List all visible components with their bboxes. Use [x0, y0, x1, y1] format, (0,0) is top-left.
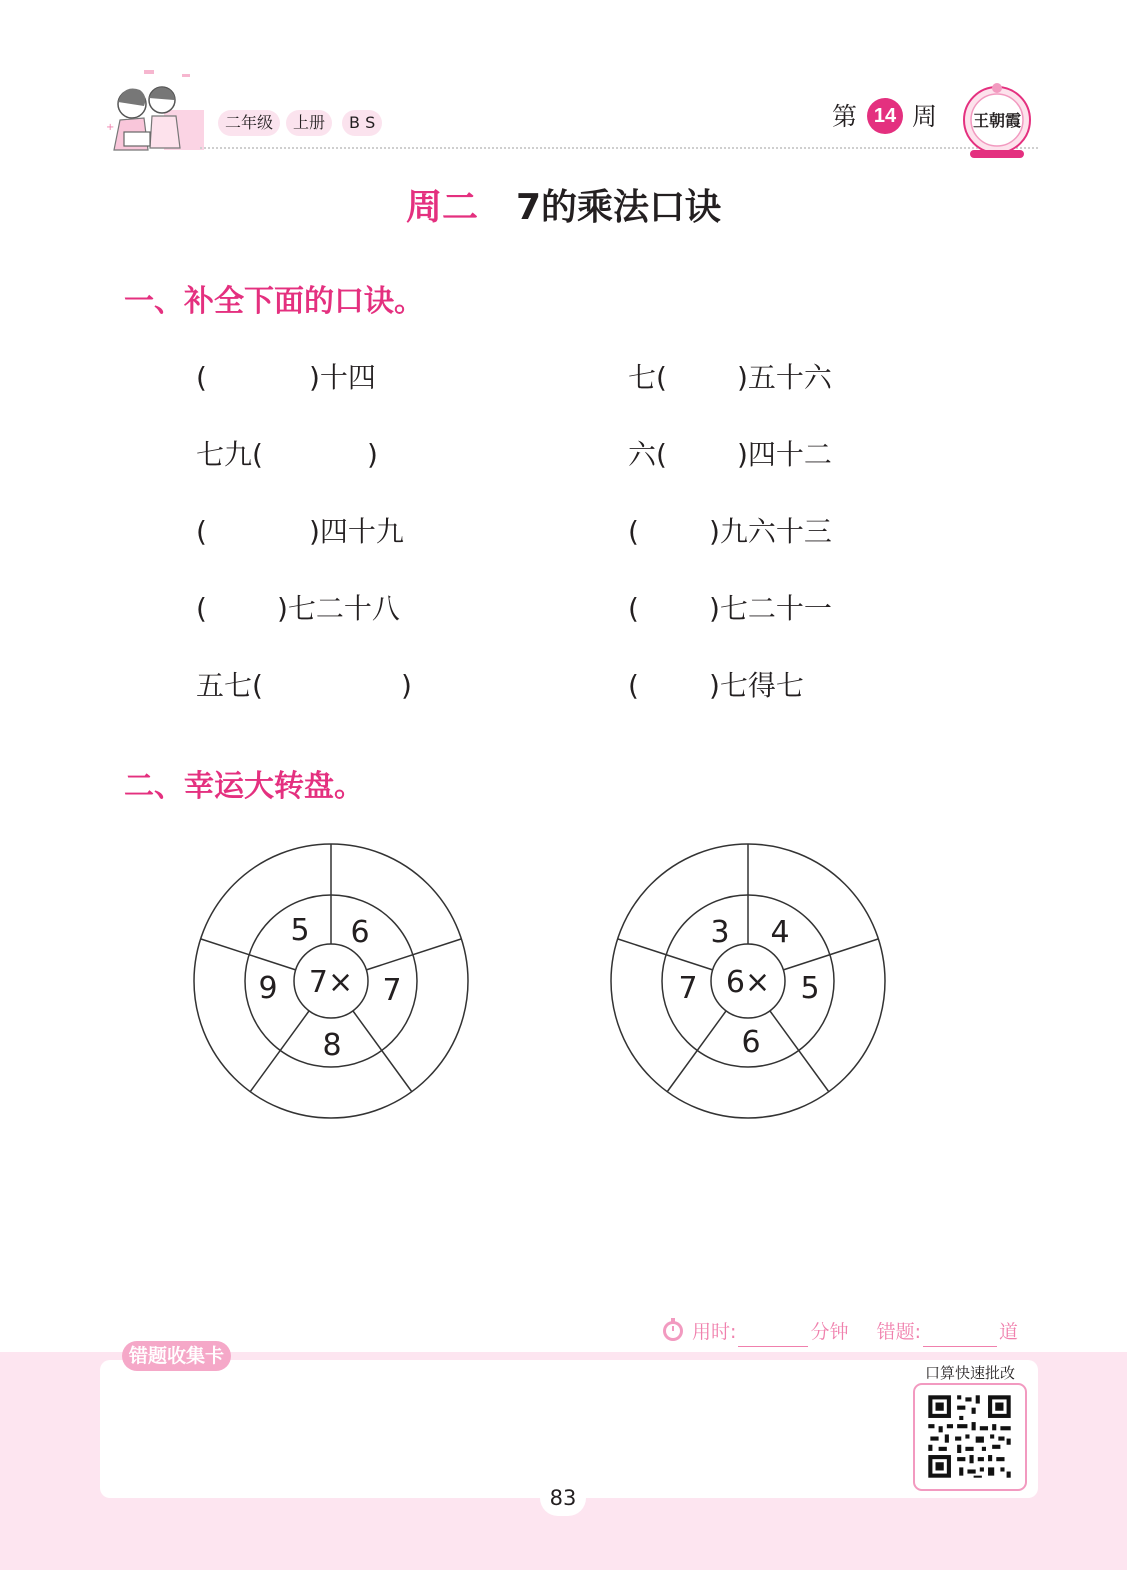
- qr-code[interactable]: [913, 1383, 1027, 1491]
- wheel-center: 6×: [725, 965, 771, 1000]
- error-unit: 道: [998, 1321, 1018, 1343]
- week-prefix: 第: [832, 102, 858, 131]
- time-error-record: [660, 1317, 1018, 1347]
- list-item: 六( )四十二: [628, 438, 832, 471]
- time-blank[interactable]: [738, 1346, 808, 1347]
- edition-label: B S: [342, 110, 382, 136]
- time-label: 用时:: [692, 1321, 737, 1343]
- section1-heading: 一、补全下面的口诀。: [124, 284, 424, 319]
- week-number-badge: 14: [867, 98, 903, 134]
- page-number: 83: [540, 1480, 586, 1516]
- title-day: 周二: [405, 187, 478, 228]
- grade-label: 二年级: [218, 110, 280, 136]
- wheel-number: 6: [350, 915, 370, 950]
- list-item: 七九( ): [196, 438, 378, 471]
- wheel-number: 7: [678, 971, 698, 1006]
- title-topic: 7的乘法口诀: [515, 187, 722, 228]
- wheel-number: 3: [710, 915, 730, 950]
- list-item: ( )七二十一: [628, 592, 832, 625]
- error-blank[interactable]: [923, 1346, 997, 1347]
- mistake-collection-card[interactable]: [100, 1360, 1038, 1498]
- week-suffix: 周: [912, 102, 938, 131]
- list-item: ( )七二十八: [196, 592, 400, 625]
- list-item: ( )九六十三: [628, 515, 832, 548]
- brand-badge: [960, 80, 1034, 160]
- kids-illustration: [104, 70, 204, 154]
- qr-label: 口算快速批改: [924, 1364, 1015, 1382]
- section2-heading: 二、幸运大转盘。: [124, 769, 364, 804]
- wheel-number: 5: [290, 913, 310, 948]
- wheel-number: 9: [258, 971, 278, 1006]
- list-item: 五七( ): [196, 669, 412, 702]
- collect-tag: 错题收集卡: [122, 1341, 231, 1371]
- brand-name: 王朝霞: [972, 111, 1021, 130]
- list-item: ( )十四: [196, 361, 376, 394]
- wheel-center: 7×: [308, 965, 354, 1000]
- svg-text:+: +: [106, 122, 115, 133]
- wheel-7: [194, 844, 468, 1118]
- list-item: 七( )五十六: [628, 361, 832, 394]
- wheel-number: 6: [741, 1025, 761, 1060]
- volume-label: 上册: [286, 110, 332, 136]
- wheel-number: 8: [322, 1028, 342, 1063]
- wheel-number: 5: [800, 971, 820, 1006]
- header-divider: [200, 147, 1038, 149]
- lucky-wheels: [180, 830, 900, 1130]
- error-label: 错题:: [876, 1321, 921, 1343]
- wheel-6: [611, 844, 885, 1118]
- stopwatch-icon: [660, 1317, 686, 1343]
- wheel-number: 4: [770, 915, 790, 950]
- list-item: ( )四十九: [196, 515, 404, 548]
- wheel-number: 7: [382, 973, 402, 1008]
- qr-code-icon: [915, 1385, 1024, 1488]
- minute-label: 分钟: [810, 1321, 849, 1343]
- list-item: ( )七得七: [628, 669, 804, 702]
- page-title: [0, 184, 1127, 232]
